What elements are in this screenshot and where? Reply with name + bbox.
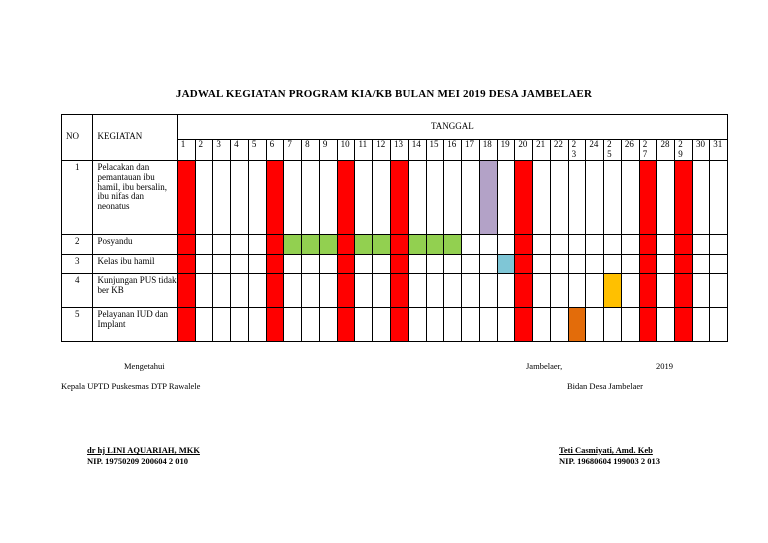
day-cell bbox=[408, 254, 426, 273]
day-cell bbox=[408, 307, 426, 341]
schedule-mark-red bbox=[337, 273, 355, 307]
day-cell bbox=[479, 273, 497, 307]
row-number: 1 bbox=[62, 160, 93, 234]
day-cell bbox=[586, 307, 604, 341]
schedule-mark-red bbox=[177, 273, 195, 307]
day-header: 18 bbox=[479, 140, 497, 161]
day-cell bbox=[497, 234, 515, 254]
day-cell bbox=[373, 273, 391, 307]
day-header: 30 bbox=[692, 140, 709, 161]
day-cell bbox=[710, 273, 728, 307]
day-cell bbox=[231, 307, 249, 341]
schedule-mark-red bbox=[390, 234, 408, 254]
row-number: 3 bbox=[62, 254, 93, 273]
day-cell bbox=[533, 234, 551, 254]
schedule-mark-red bbox=[675, 254, 693, 273]
acknowledgement-label: Mengetahui bbox=[124, 361, 165, 371]
schedule-mark-red bbox=[266, 273, 284, 307]
day-cell bbox=[231, 234, 249, 254]
activity-name: Posyandu bbox=[93, 234, 177, 254]
schedule-mark-yellow bbox=[604, 273, 622, 307]
day-cell bbox=[302, 307, 320, 341]
day-cell bbox=[621, 307, 639, 341]
day-cell bbox=[604, 254, 622, 273]
day-cell bbox=[568, 234, 586, 254]
day-header: 12 bbox=[373, 140, 391, 161]
day-cell bbox=[533, 307, 551, 341]
schedule-mark-red bbox=[639, 273, 657, 307]
day-header: 16 bbox=[444, 140, 462, 161]
schedule-mark-red bbox=[390, 273, 408, 307]
schedule-mark-red bbox=[266, 234, 284, 254]
day-cell bbox=[213, 254, 231, 273]
day-cell bbox=[586, 234, 604, 254]
activity-name: Kunjungan PUS tidak ber KB bbox=[93, 273, 177, 307]
schedule-mark-red bbox=[266, 254, 284, 273]
table-row bbox=[62, 273, 728, 307]
day-cell bbox=[284, 160, 302, 234]
day-cell bbox=[426, 254, 444, 273]
day-header: 9 bbox=[319, 140, 337, 161]
day-cell bbox=[533, 254, 551, 273]
day-header: 15 bbox=[426, 140, 444, 161]
day-header: 20 bbox=[515, 140, 533, 161]
day-header: 2 7 bbox=[639, 140, 657, 161]
day-cell bbox=[319, 307, 337, 341]
left-signatory-name: dr hj LINI AQUARIAH, MKK bbox=[87, 445, 200, 455]
day-header: 8 bbox=[302, 140, 320, 161]
day-cell bbox=[533, 160, 551, 234]
column-header-tanggal: TANGGAL bbox=[177, 115, 727, 140]
row-number: 2 bbox=[62, 234, 93, 254]
left-signatory-nip: NIP. 19750209 200604 2 010 bbox=[87, 456, 188, 466]
day-cell bbox=[302, 160, 320, 234]
day-cell bbox=[248, 234, 266, 254]
day-cell bbox=[284, 273, 302, 307]
schedule-mark-red bbox=[337, 307, 355, 341]
day-cell bbox=[568, 273, 586, 307]
day-cell bbox=[248, 307, 266, 341]
schedule-mark-red bbox=[639, 254, 657, 273]
day-cell bbox=[604, 307, 622, 341]
day-header: 21 bbox=[533, 140, 551, 161]
day-cell bbox=[302, 254, 320, 273]
schedule-table bbox=[61, 114, 728, 342]
day-cell bbox=[479, 307, 497, 341]
day-cell bbox=[604, 160, 622, 234]
day-cell bbox=[497, 273, 515, 307]
day-cell bbox=[231, 160, 249, 234]
day-cell bbox=[355, 273, 373, 307]
day-cell bbox=[355, 254, 373, 273]
day-header: 11 bbox=[355, 140, 373, 161]
day-cell bbox=[497, 307, 515, 341]
day-cell bbox=[284, 254, 302, 273]
day-header: 13 bbox=[390, 140, 408, 161]
day-cell bbox=[462, 234, 480, 254]
day-cell bbox=[462, 160, 480, 234]
day-cell bbox=[213, 160, 231, 234]
schedule-mark-red bbox=[639, 160, 657, 234]
schedule-mark-red bbox=[639, 307, 657, 341]
day-header: 2 5 bbox=[604, 140, 622, 161]
day-cell bbox=[462, 273, 480, 307]
schedule-mark-red bbox=[515, 273, 533, 307]
day-cell bbox=[657, 254, 675, 273]
day-header: 28 bbox=[657, 140, 675, 161]
day-cell bbox=[462, 307, 480, 341]
schedule-mark-red bbox=[390, 307, 408, 341]
day-cell bbox=[248, 254, 266, 273]
day-cell bbox=[355, 307, 373, 341]
day-cell bbox=[710, 254, 728, 273]
day-header: 7 bbox=[284, 140, 302, 161]
day-cell bbox=[710, 307, 728, 341]
activity-name: Kelas ibu hamil bbox=[93, 254, 177, 273]
day-cell bbox=[213, 273, 231, 307]
right-signatory-role: Bidan Desa Jambelaer bbox=[567, 381, 643, 391]
day-cell bbox=[408, 160, 426, 234]
day-cell bbox=[426, 160, 444, 234]
day-cell bbox=[213, 307, 231, 341]
day-cell bbox=[550, 160, 568, 234]
day-cell bbox=[621, 254, 639, 273]
day-cell bbox=[248, 160, 266, 234]
day-cell bbox=[195, 273, 213, 307]
schedule-mark-red bbox=[515, 234, 533, 254]
day-cell bbox=[231, 254, 249, 273]
schedule-mark-red bbox=[390, 254, 408, 273]
schedule-mark-orange bbox=[568, 307, 586, 341]
day-cell bbox=[355, 160, 373, 234]
day-cell bbox=[373, 160, 391, 234]
day-header: 10 bbox=[337, 140, 355, 161]
column-header-kegiatan: KEGIATAN bbox=[93, 115, 177, 161]
day-cell bbox=[195, 234, 213, 254]
schedule-mark-green bbox=[408, 234, 426, 254]
activity-name: Pelayanan IUD dan Implant bbox=[93, 307, 177, 341]
schedule-mark-red bbox=[515, 307, 533, 341]
day-header: 1 bbox=[177, 140, 195, 161]
day-cell bbox=[444, 273, 462, 307]
schedule-mark-green bbox=[355, 234, 373, 254]
schedule-mark-green bbox=[319, 234, 337, 254]
schedule-mark-red bbox=[266, 307, 284, 341]
schedule-mark-red bbox=[675, 307, 693, 341]
day-header: 2 bbox=[195, 140, 213, 161]
day-cell bbox=[444, 254, 462, 273]
schedule-mark-green bbox=[426, 234, 444, 254]
schedule-mark-red bbox=[515, 160, 533, 234]
day-cell bbox=[586, 160, 604, 234]
day-cell bbox=[444, 160, 462, 234]
table-row bbox=[62, 160, 728, 234]
schedule-mark-red bbox=[515, 254, 533, 273]
day-cell bbox=[373, 254, 391, 273]
day-cell bbox=[213, 234, 231, 254]
day-cell bbox=[231, 273, 249, 307]
schedule-mark-red bbox=[675, 234, 693, 254]
day-cell bbox=[479, 234, 497, 254]
schedule-mark-red bbox=[675, 273, 693, 307]
day-cell bbox=[710, 234, 728, 254]
day-header: 31 bbox=[710, 140, 728, 161]
day-cell bbox=[426, 273, 444, 307]
day-header: 14 bbox=[408, 140, 426, 161]
day-cell bbox=[657, 234, 675, 254]
day-header: 6 bbox=[266, 140, 284, 161]
document-title: JADWAL KEGIATAN PROGRAM KIA/KB BULAN MEI 2019 DESA JAMBELAER bbox=[175, 88, 593, 100]
schedule-mark-red bbox=[177, 307, 195, 341]
day-cell bbox=[692, 307, 709, 341]
day-cell bbox=[462, 254, 480, 273]
schedule-mark-red bbox=[177, 160, 195, 234]
day-cell bbox=[657, 307, 675, 341]
day-cell bbox=[586, 254, 604, 273]
schedule-mark-cyan bbox=[497, 254, 515, 273]
day-cell bbox=[621, 234, 639, 254]
day-cell bbox=[692, 273, 709, 307]
day-cell bbox=[550, 307, 568, 341]
schedule-mark-red bbox=[390, 160, 408, 234]
schedule-mark-purple bbox=[479, 160, 497, 234]
day-header: 3 bbox=[213, 140, 231, 161]
schedule-mark-red bbox=[177, 234, 195, 254]
day-header: 4 bbox=[231, 140, 249, 161]
day-cell bbox=[550, 254, 568, 273]
schedule-mark-red bbox=[177, 254, 195, 273]
day-cell bbox=[533, 273, 551, 307]
day-cell bbox=[319, 254, 337, 273]
day-header: 19 bbox=[497, 140, 515, 161]
day-header: 2 9 bbox=[675, 140, 693, 161]
year-label: 2019 bbox=[656, 361, 673, 371]
day-cell bbox=[408, 273, 426, 307]
day-cell bbox=[604, 234, 622, 254]
schedule-mark-green bbox=[444, 234, 462, 254]
table-row bbox=[62, 254, 728, 273]
day-cell bbox=[248, 273, 266, 307]
day-cell bbox=[692, 160, 709, 234]
day-cell bbox=[621, 160, 639, 234]
schedule-mark-red bbox=[337, 254, 355, 273]
right-signatory-name: Teti Casmiyati, Amd. Keb bbox=[559, 445, 653, 455]
day-cell bbox=[692, 254, 709, 273]
day-cell bbox=[568, 160, 586, 234]
day-cell bbox=[195, 254, 213, 273]
day-cell bbox=[657, 160, 675, 234]
day-cell bbox=[586, 273, 604, 307]
day-header: 24 bbox=[586, 140, 604, 161]
day-cell bbox=[621, 273, 639, 307]
day-header: 26 bbox=[621, 140, 639, 161]
day-cell bbox=[302, 273, 320, 307]
schedule-mark-green bbox=[373, 234, 391, 254]
activity-name: Pelacakan dan pemantauan ibu hamil, ibu bersalin, ibu nifas dan neonatus bbox=[93, 160, 177, 234]
day-cell bbox=[426, 307, 444, 341]
day-header: 2 3 bbox=[568, 140, 586, 161]
schedule-mark-green bbox=[302, 234, 320, 254]
day-cell bbox=[550, 273, 568, 307]
day-cell bbox=[284, 307, 302, 341]
day-cell bbox=[195, 307, 213, 341]
day-header: 17 bbox=[462, 140, 480, 161]
day-cell bbox=[497, 160, 515, 234]
table-row bbox=[62, 234, 728, 254]
schedule-mark-red bbox=[337, 160, 355, 234]
day-cell bbox=[319, 273, 337, 307]
place-label: Jambelaer, bbox=[526, 361, 563, 371]
schedule-mark-red bbox=[639, 234, 657, 254]
column-header-no: NO bbox=[62, 115, 93, 161]
day-cell bbox=[444, 307, 462, 341]
day-header: 5 bbox=[248, 140, 266, 161]
day-cell bbox=[479, 254, 497, 273]
header-row bbox=[62, 115, 728, 140]
day-cell bbox=[373, 307, 391, 341]
day-cell bbox=[692, 234, 709, 254]
table-row bbox=[62, 307, 728, 341]
day-cell bbox=[657, 273, 675, 307]
day-cell bbox=[195, 160, 213, 234]
left-signatory-role: Kepala UPTD Puskesmas DTP Rawalele bbox=[61, 381, 201, 391]
row-number: 5 bbox=[62, 307, 93, 341]
schedule-mark-red bbox=[266, 160, 284, 234]
day-cell bbox=[550, 234, 568, 254]
schedule-mark-red bbox=[675, 160, 693, 234]
row-number: 4 bbox=[62, 273, 93, 307]
right-signatory-nip: NIP. 19680604 199003 2 013 bbox=[559, 456, 660, 466]
day-cell bbox=[710, 160, 728, 234]
schedule-mark-green bbox=[284, 234, 302, 254]
day-header: 22 bbox=[550, 140, 568, 161]
schedule-mark-red bbox=[337, 234, 355, 254]
day-cell bbox=[568, 254, 586, 273]
day-cell bbox=[319, 160, 337, 234]
